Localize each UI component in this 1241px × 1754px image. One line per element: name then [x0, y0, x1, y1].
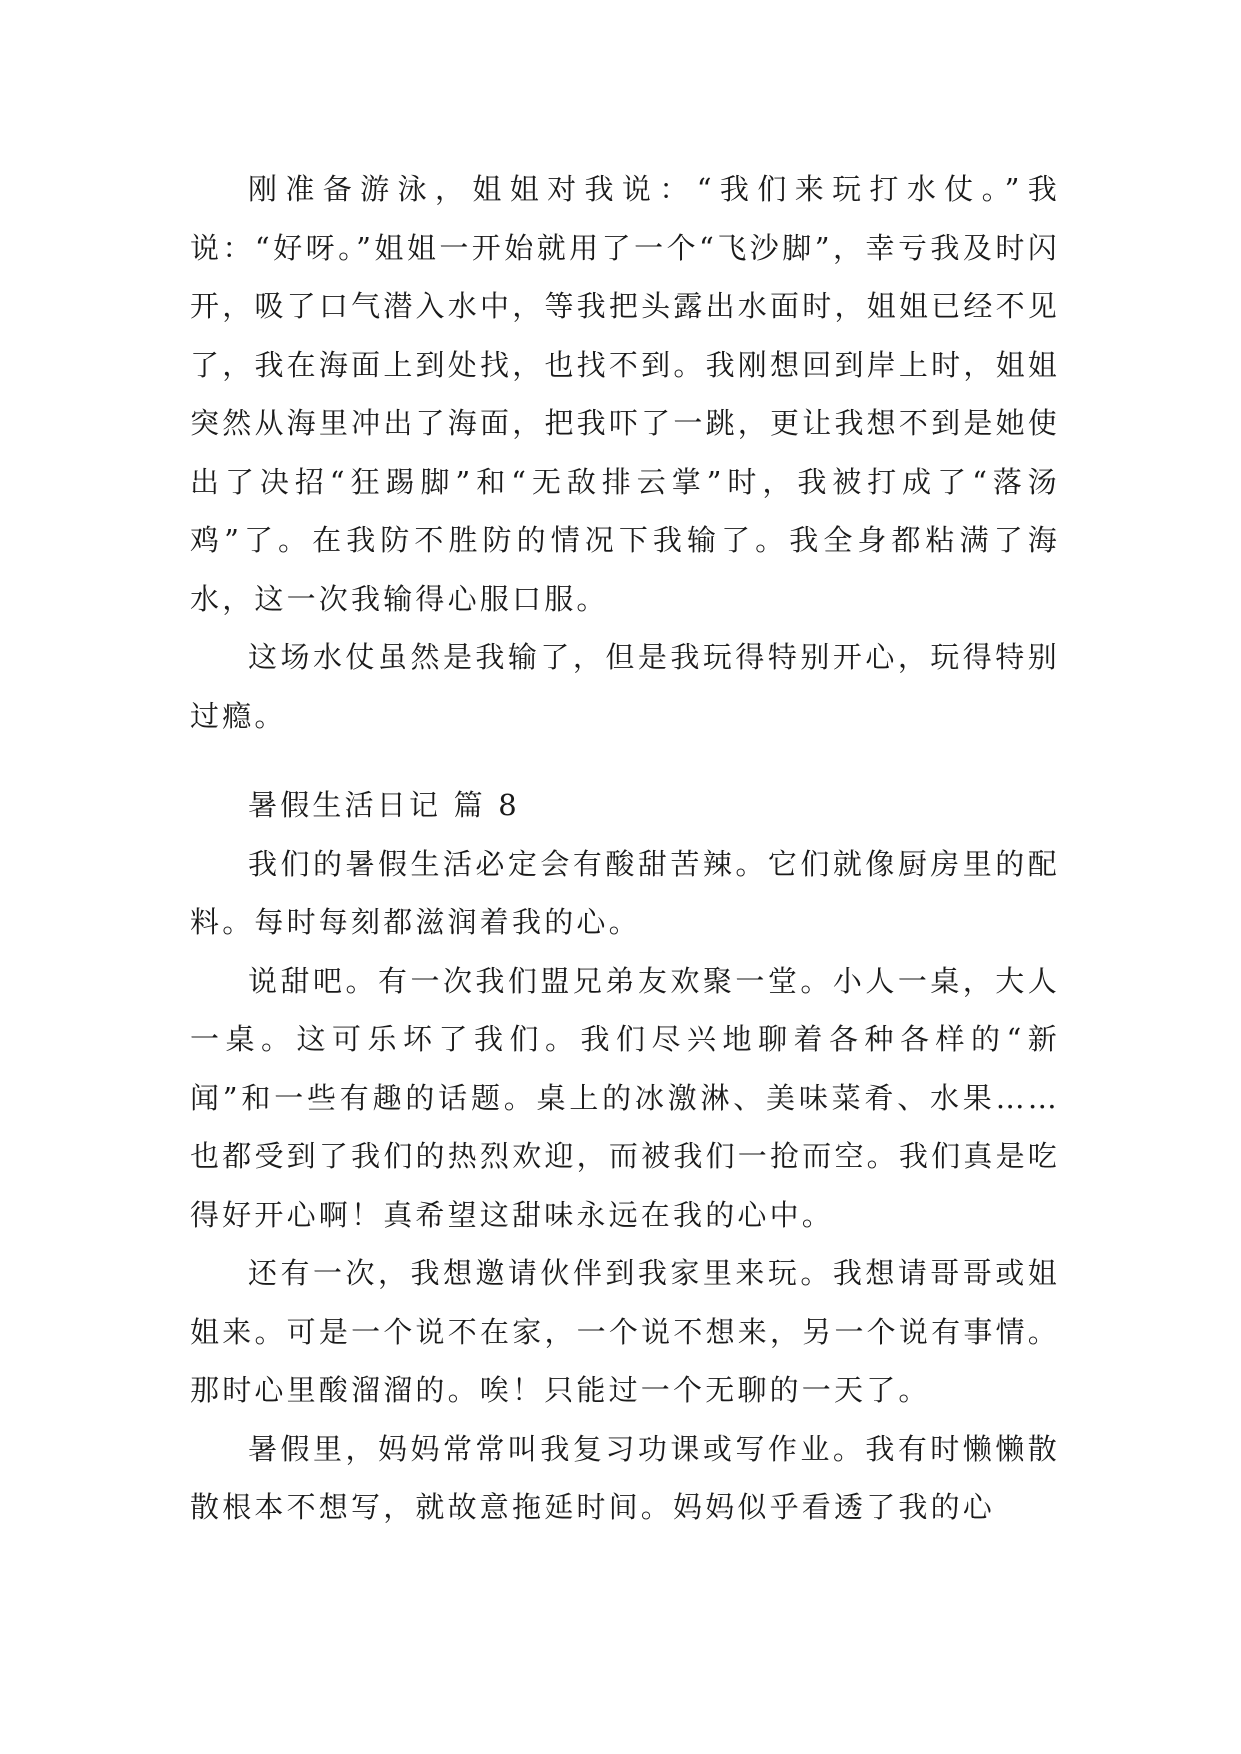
section-one-body [190, 160, 1060, 745]
paragraph: 暑假里，妈妈常常叫我复习功课或写作业。我有时懒懒散散根本不想写，就故意拖延时间。妈妈似乎看透了我的心 [190, 1431, 1060, 1524]
paragraph: 说甜吧。有一次我们盟兄弟友欢聚一堂。小人一桌，大人一桌。这可乐坏了我们。我们尽兴地聊着各种各样的“新闻”和一些有趣的话题。桌上的冰激淋、美味菜肴、水果……也都受到了我们的热烈欢迎，而被我们一抢而空。我们真是吃得好开心啊！真希望这甜味永远在我的心中。 [190, 963, 1060, 1232]
paragraph: 我们的暑假生活必定会有酸甜苦辣。它们就像厨房里的配料。每时每刻都滋润着我的心。 [190, 846, 1060, 939]
paragraph: 还有一次，我想邀请伙伴到我家里来玩。我想请哥哥或姐姐来。可是一个说不在家，一个说不想来，另一个说有事情。那时心里酸溜溜的。唉！只能过一个无聊的一天了。 [190, 1256, 1060, 1407]
section-heading: 暑假生活日记 篇 8 [248, 788, 520, 822]
section-two-body [190, 776, 1060, 1537]
paragraph: 这场水仗虽然是我输了，但是我玩得特别开心，玩得特别过瘾。 [190, 640, 1060, 733]
paragraph: 刚准备游泳，姐姐对我说：“我们来玩打水仗。”我说：“好呀。”姐姐一开始就用了一个“飞沙脚”，幸亏我及时闪开，吸了口气潜入水中，等我把头露出水面时，姐姐已经不见了，我在海面上到处找，也找不到。我刚想回到岸上时，姐姐突然从海里冲出了海面，把我吓了一跳，更让我想不到是她使出了决招“狂踢脚”和“无敌排云掌”时，我被打成了“落汤鸡”了。在我防不胜防的情况下我输了。我全身都粘满了海水，这一次我输得心服口服。 [190, 172, 1060, 616]
